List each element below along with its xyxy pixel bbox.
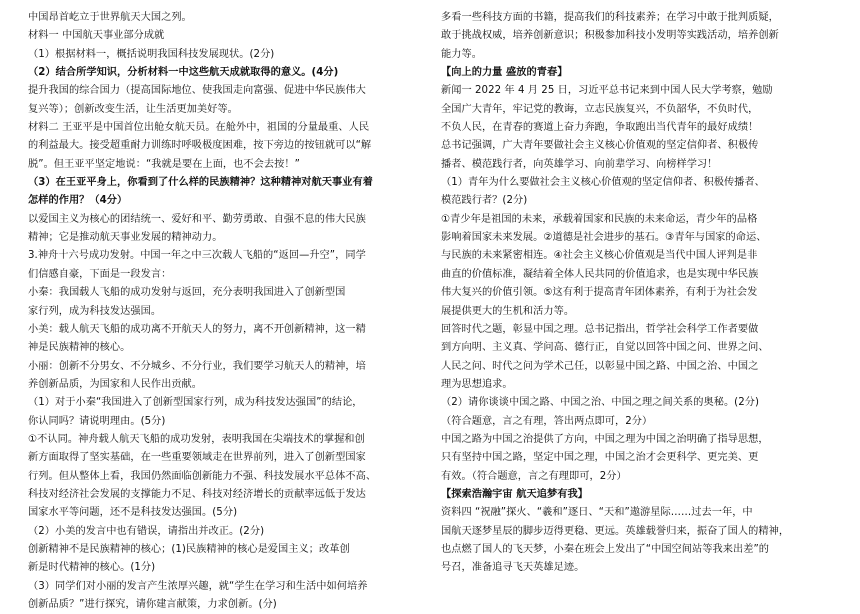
right-heading-line: 【探索浩瀚宇宙 航天追梦有我】	[441, 488, 588, 500]
right-text-line: （符合题意，言之有理，答出两点即可，2分）	[441, 415, 653, 427]
right-text-line: 影响着国家未来发展。②道德是社会进步的基石。③青年与国家的命运、	[441, 232, 767, 244]
left-text-line: 创新品质？”进行探究，请你建言献策，力求创新。(分)	[28, 599, 277, 610]
right-column	[441, 9, 847, 578]
right-text-line: 展提供更大的生机和活力等。	[441, 305, 575, 317]
right-text-line: （1）青年为什么要做社会主义核心价值观的坚定信仰者、积极传播者、	[441, 177, 765, 189]
right-text-line: 只有坚持中国之路，坚定中国之理，中国之治才会更科学、更完美、更	[441, 452, 759, 464]
left-text-line: 小美：载人航天飞船的成功离不开航天人的努力，离不开创新精神，这一精	[28, 323, 366, 335]
left-text-line: 的利益最大。接受超重耐力训练时呼吸极度困难，按下旁边的按钮就可以“解	[28, 140, 372, 152]
right-heading-line: 【向上的力量 盛放的青春】	[441, 67, 568, 79]
left-text-line: 创新精神不是民族精神的核心；(1)民族精神的核心是爱国主义；改革创	[28, 543, 350, 555]
left-heading-line: （3）在王亚平身上，你看到了什么样的民族精神？这种精神对航天事业有着	[28, 177, 373, 189]
left-text-line: 中国昂首屹立于世界航天大国之列。	[28, 12, 192, 23]
right-text-line: 敢于挑战权威，培养创新意识；积极参加科技小发明等实践活动，培养创新	[441, 30, 779, 42]
left-heading-line: 怎样的作用？（4分）	[28, 195, 128, 207]
left-text-line: 小丽：创新不分男女、不分城乡、不分行业，我们要学习航天人的精神，培	[28, 360, 366, 372]
left-text-line: 提升我国的综合国力（提高国际地位、使我国走向富强、促进中华民族伟大	[28, 85, 366, 97]
left-text-line: 精神；它是推动航天事业发展的精神动力。	[28, 232, 223, 244]
right-text-line: 不负人民，在青春的赛道上奋力奔跑，争取跑出当代青年的最好成绩！	[441, 122, 759, 134]
right-text-line: 资料四 “祝融”探火、“羲和”逐日、“天和”遨游星际……过去一年，中	[441, 507, 753, 519]
right-text-line: 也点燃了国人的飞天梦，小秦在班会上发出了“中国空间站等我来出差”的	[441, 543, 770, 555]
right-text-line: 总书记强调，广大青年要做社会主义核心价值观的坚定信仰者、积极传	[441, 140, 759, 152]
left-text-line: 科技对经济社会发展的支撑能力不足、科技对经济增长的贡献率远低于发达	[28, 488, 366, 500]
right-text-line: 与民族的未来紧密相连。④社会主义核心价值观是当代中国人评判是非	[441, 250, 758, 262]
left-heading-line: （2）结合所学知识，分析材料一中这些航天成就取得的意义。(4分)	[28, 67, 339, 79]
left-text-line: 新是时代精神的核心。(1分)	[28, 562, 156, 574]
left-text-line: （3）同学们对小丽的发言产生浓厚兴趣，就“学生在学习和生活中如何培养	[28, 580, 368, 592]
left-text-line: 们信感自豪，下面是一段发言：	[28, 268, 172, 280]
left-text-line: ①不认同。神舟载人航天飞船的成功发射，表明我国在尖端技术的掌握和创	[28, 433, 365, 445]
right-text-line: 曲直的价值标准，凝结着全体人民共同的价值追求，也是实现中华民族	[441, 268, 759, 280]
right-text-line: （2）请你谈谈中国之路、中国之治、中国之理之间关系的奥秘。(2分)	[441, 397, 759, 409]
left-text-line: 你认同吗？请说明理由。(5分)	[28, 415, 166, 427]
right-text-line: 国航天逐梦星辰的脚步迈得更稳、更远。英雄载誉归来，振奋了国人的精神，	[441, 525, 790, 537]
left-text-line: 以爱国主义为核心的团结统一、爱好和平、勤劳勇敢、自强不息的伟大民族	[28, 213, 366, 225]
left-text-line: 国家水平等问题，还不是科技发达强国。(5分)	[28, 507, 238, 519]
right-text-line: 能力等。	[441, 48, 482, 60]
right-text-line: 到方向明、主义真、学问高、德行正，自觉以回答中国之问、世界之问、	[441, 342, 769, 354]
right-text-line: 播者、模范践行者，向英雄学习、向前辈学习、向榜样学习！	[441, 158, 718, 170]
right-text-line: 有效。（符合题意，言之有理即可，2分）	[441, 470, 627, 482]
left-text-line: 新方面取得了坚实基础，在一些重要领域走在世界前列，进入了创新型国家	[28, 452, 366, 464]
left-column	[28, 9, 434, 614]
right-text-line: ①青少年是祖国的未来，承载着国家和民族的未来命运，青少年的品格	[441, 213, 758, 225]
right-text-line: 人民之问、时代之问为学术己任，以彰显中国之路、中国之治、中国之	[441, 360, 759, 372]
left-text-line: 复兴等）；创新改变生活，让生活更加美好等。	[28, 103, 238, 115]
left-text-line: 材料一 中国航天事业部分成就	[28, 30, 165, 42]
left-text-line: 3.神舟十六号成功发射。中国一年之中三次载人飞船的“返回—升空”，同学	[28, 250, 366, 262]
right-text-line: 模范践行者？(2分)	[441, 195, 528, 207]
left-text-line: 行列。但从整体上看，我国仍然面临创新能力不强、科技发展水平总体不高、	[28, 470, 377, 482]
left-text-line: 神是民族精神的核心。	[28, 342, 131, 354]
right-text-line: 伟大复兴的价值引领。⑤这有利于提高青年团体素养，有利于为社会发	[441, 287, 758, 299]
left-text-line: 小秦：我国载人飞船的成功发射与返回，充分表明我国进入了创新型国	[28, 287, 346, 299]
right-text-line: 全国广大青年，牢记党的教诲，立志民族复兴，不负韶华，不负时代，	[441, 103, 759, 115]
left-text-line: 养创新品质，为国家和人民作出贡献。	[28, 378, 203, 390]
left-text-line: （2）小美的发言中也有错误，请指出并改正。(2分)	[28, 525, 265, 537]
left-text-line: （1）根据材料一，概括说明我国科技发展现状。(2分)	[28, 48, 275, 60]
right-text-line: 回答时代之题，彰显中国之理。总书记指出，哲学社会科学工作者要做	[441, 323, 759, 335]
left-text-line: 家行列，成为科技发达强国。	[28, 305, 162, 317]
right-text-line: 新闻一 2022 年 4 月 25 日，习近平总书记来到中国人民大学考察，勉励	[441, 85, 773, 97]
left-text-line: 材料二 王亚平是中国首位出舱女航天员。在舱外中，祖国的分量最重、人民	[28, 122, 370, 134]
right-text-line: 多看一些科技方面的书籍，提高我们的科技素养；在学习中敢于批判质疑，	[441, 12, 779, 23]
left-text-line: 脱”。但王亚平坚定地说：“我就是要在上面，也不会去按！”	[28, 158, 300, 170]
right-text-line: 号召，准备追寻飞天英雄足迹。	[441, 562, 585, 574]
right-text-line: 中国之路为中国之治提供了方向，中国之理为中国之治明确了指导思想，	[441, 433, 769, 445]
right-text-line: 理为思想追求。	[441, 378, 513, 390]
left-text-line: （1）对于小秦“我国进入了创新型国家行列，成为科技发达强国”的结论，	[28, 397, 363, 409]
